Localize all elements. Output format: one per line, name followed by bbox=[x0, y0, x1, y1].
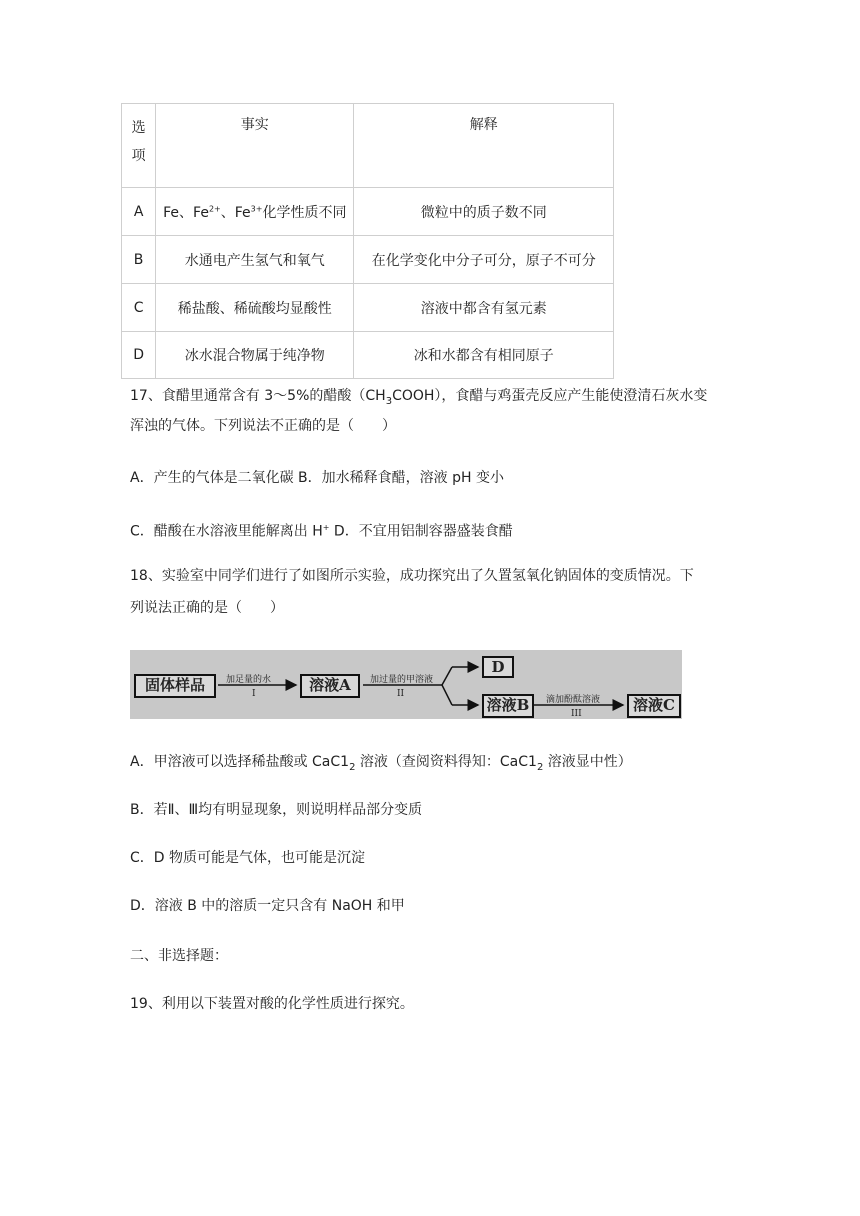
flow-box-solution-b: 溶液B bbox=[482, 694, 534, 718]
arrow1-top-label: 加足量的水 bbox=[226, 675, 272, 685]
q18-stem-line1: 18、实验室中同学们进行了如图所示实验，成功探究出了久置氢氧化钠固体的变质情况。下 bbox=[130, 568, 694, 584]
flow-box-solution-a: 溶液A bbox=[300, 674, 360, 698]
q18-stem-line2: 列说法正确的是（ ） bbox=[130, 600, 284, 616]
q18-option-b: B．若Ⅱ、Ⅲ均有明显现象，则说明样品部分变质 bbox=[130, 802, 423, 818]
section-heading: 二、非选择题： bbox=[130, 948, 228, 964]
branch-up bbox=[442, 667, 452, 685]
q19-stem: 19、利用以下装置对酸的化学性质进行探究。 bbox=[130, 996, 414, 1012]
q17-stem-line1: 17、食醋里通常含有 3～5%的醋酸$(CH_3COOH)$，食醋与鸡蛋壳反应产生能使澄清石灰水变 bbox=[130, 388, 708, 407]
q18-option-c: C．D 物质可能是气体，也可能是沉淀 bbox=[130, 850, 366, 866]
row-fact: 水通电产生氢气和氧气 bbox=[156, 236, 354, 284]
row-fact: 稀盐酸、稀硫酸均显酸性 bbox=[156, 284, 354, 332]
header-fact: 事实 bbox=[156, 104, 354, 188]
row-explanation: 冰和水都含有相同原子 bbox=[354, 332, 614, 379]
arrow3-top-label: 滴加酚酞溶液 bbox=[546, 695, 601, 705]
q18-option-d: D．溶液 B 中的溶质一定只含有 NaOH 和甲 bbox=[130, 898, 405, 914]
header-option: 选项 bbox=[122, 104, 156, 188]
arrow1-bottom-label: I bbox=[252, 689, 256, 699]
arrow3-bottom-label: III bbox=[571, 709, 582, 719]
table-row bbox=[122, 188, 614, 236]
flow-box-solid-sample: 固体样品 bbox=[134, 674, 216, 698]
header-explanation: 解释 bbox=[354, 104, 614, 188]
table-row bbox=[122, 284, 614, 332]
flow-box-d: D bbox=[482, 656, 514, 678]
row-explanation: 微粒中的质子数不同 bbox=[354, 188, 614, 236]
row-option: D bbox=[122, 332, 156, 379]
arrow2-top-label: 加过量的甲溶液 bbox=[370, 675, 434, 685]
branch-down bbox=[442, 685, 452, 705]
table-header-row bbox=[122, 104, 614, 188]
row-option: C bbox=[122, 284, 156, 332]
flow-box-solution-c: 溶液C bbox=[627, 694, 681, 718]
table-row bbox=[122, 236, 614, 284]
q17-options-cd: C．醋酸在水溶液里能解离出 H+ D．不宜用铝制容器盛装食醋 bbox=[130, 523, 513, 540]
row-explanation: 溶液中都含有氢元素 bbox=[354, 284, 614, 332]
q17-stem-line2: 浑浊的气体。下列说法不正确的是（ ） bbox=[130, 418, 396, 434]
table-row bbox=[122, 332, 614, 379]
row-fact: Fe、$Fe^{2+}$、$Fe^{3+}$化学性质不同 bbox=[156, 188, 354, 236]
arrow2-bottom-label: II bbox=[397, 689, 405, 699]
row-explanation: 在化学变化中分子可分，原子不可分 bbox=[354, 236, 614, 284]
facts-table bbox=[121, 103, 614, 379]
experiment-flowchart bbox=[130, 650, 682, 719]
row-fact: 冰水混合物属于纯净物 bbox=[156, 332, 354, 379]
q18-option-a: A．甲溶液可以选择稀盐酸或 $CaC1_2$ 溶液（查阅资料得知：$CaC1_2$ 溶液显中性） bbox=[130, 754, 632, 773]
row-option: A bbox=[122, 188, 156, 236]
row-option: B bbox=[122, 236, 156, 284]
q17-options-ab: A．产生的气体是二氧化碳 B．加水稀释食醋，溶液 pH 变小 bbox=[130, 470, 504, 486]
